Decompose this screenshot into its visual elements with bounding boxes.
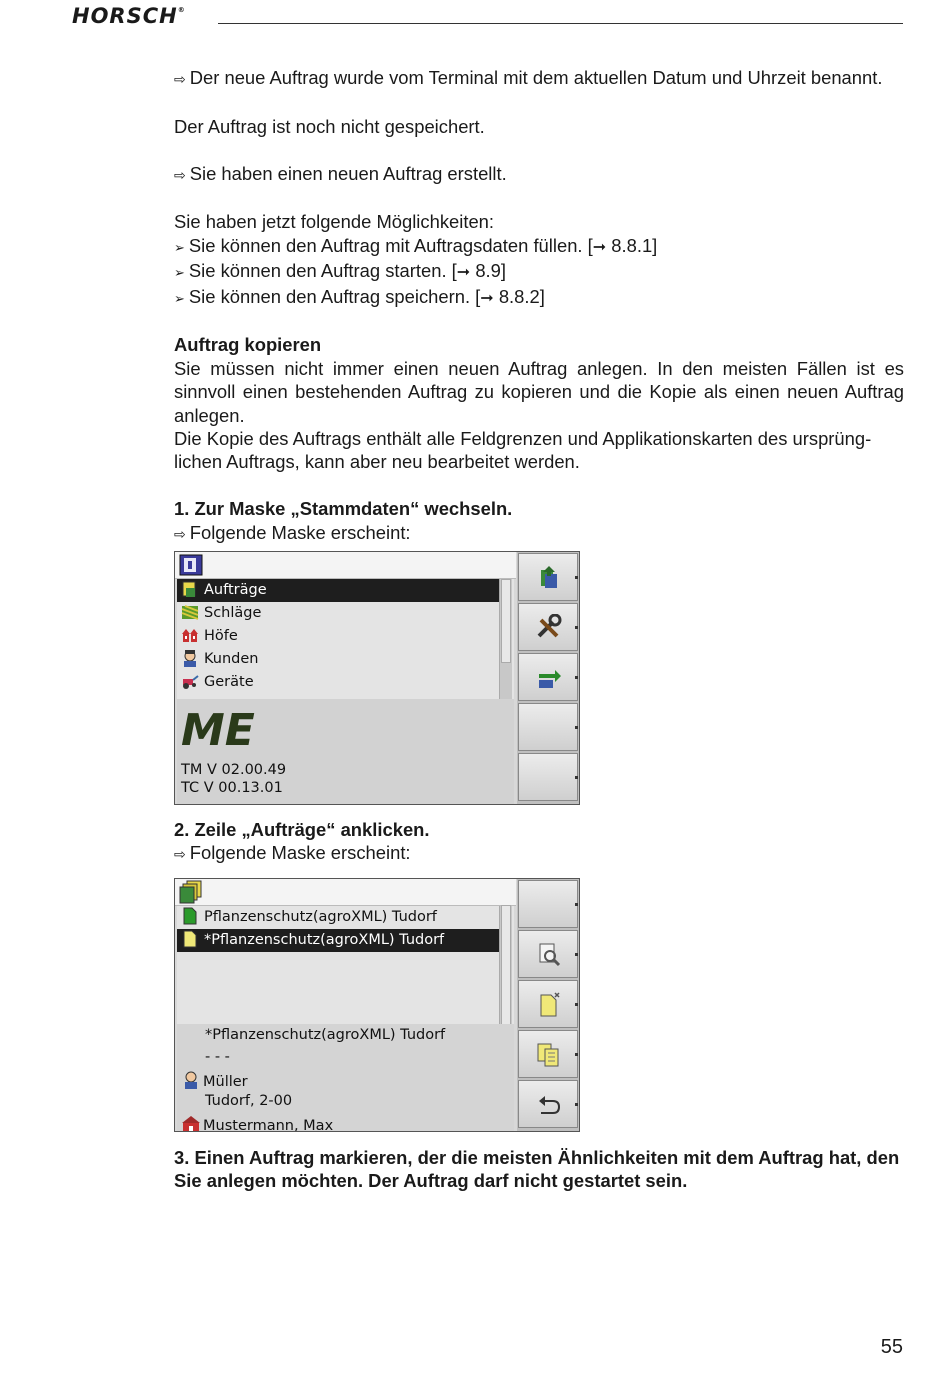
list-item-kunden[interactable]: Kunden	[177, 648, 514, 671]
header-rule	[218, 23, 903, 24]
bullet-icon: ➢	[174, 239, 185, 255]
softkey-exchange[interactable]	[518, 653, 578, 701]
softkey-copy-order[interactable]	[518, 1030, 578, 1078]
softkey-back[interactable]	[518, 1080, 578, 1128]
me-logo	[181, 705, 263, 761]
list-item-geraete[interactable]: Geräte	[177, 671, 514, 694]
person-icon	[181, 1071, 201, 1089]
note-line: Der Auftrag ist noch nicht gespeichert.	[174, 115, 485, 137]
softkey-empty-1[interactable]	[518, 880, 578, 928]
order-detail-panel	[177, 1024, 514, 1131]
exchange-icon	[535, 664, 563, 692]
xref-arrow-icon: ➞	[456, 264, 471, 282]
softkey-settings[interactable]	[518, 603, 578, 651]
result-line: ⇨ Der neue Auftrag wurde vom Terminal mit dem aktuellen Datum und Uhrzeit benannt.	[174, 67, 883, 88]
order-new-icon	[181, 930, 199, 948]
xref-arrow-icon: ➞	[592, 238, 607, 256]
softkey-empty-4[interactable]	[518, 703, 578, 751]
screen-title-bar	[175, 552, 516, 579]
farms-icon	[181, 626, 199, 644]
softkey-import[interactable]	[518, 553, 578, 601]
result-arrow-icon: ⇨	[174, 166, 186, 183]
orders-screen	[174, 878, 580, 1132]
page-content-2	[174, 818, 904, 867]
result-arrow-icon: ⇨	[174, 525, 186, 542]
stammdaten-screen	[174, 551, 580, 805]
bullet-icon: ➢	[174, 290, 185, 306]
softkey-details[interactable]	[518, 930, 578, 978]
detail-farm: Mustermann, Max	[181, 1115, 333, 1132]
devices-icon	[181, 672, 199, 690]
tc-version: TC V 00.13.01	[181, 780, 283, 796]
list-item-order[interactable]: Pflanzenschutz(agroXML) Tudorf	[177, 906, 514, 929]
options-intro: Sie haben jetzt folgende Möglichkeiten:	[174, 211, 495, 233]
body-paragraph: Sie müssen nicht immer einen neuen Auftrag anlegen. In den meisten Fällen ist es sinnvoll einen bestehenden Auftrag zu kopieren und die Kopie als einen neuen Auftrag anlegen.	[174, 357, 904, 426]
softkey-bar	[517, 879, 579, 1131]
result-arrow-icon: ⇨	[174, 71, 186, 87]
detail-order-name: *Pflanzenschutz(agroXML) Tudorf	[205, 1027, 446, 1043]
list-item-hoefe[interactable]: Höfe	[177, 625, 514, 648]
order-started-icon	[181, 907, 199, 925]
page-content-3	[174, 1146, 904, 1193]
detail-person: Müller	[181, 1071, 248, 1090]
screen-title-bar	[175, 879, 516, 906]
back-arrow-icon	[535, 1091, 563, 1119]
master-data-icon	[179, 554, 203, 576]
new-document-icon	[535, 991, 563, 1019]
option-item: ➢ Sie können den Auftrag starten. [➞ 8.9]	[174, 260, 506, 282]
result-line: ⇨ Folgende Maske erscheint:	[174, 521, 411, 543]
body-paragraph: Die Kopie des Auftrags enthält alle Feldgrenzen und Applikationskarten des ursprüng- lichen Auftrags, kann aber neu bearbeitet werden.	[174, 428, 872, 473]
softkey-new-order[interactable]	[518, 980, 578, 1028]
info-panel	[177, 699, 514, 804]
page-content	[174, 66, 904, 546]
import-data-icon	[535, 564, 563, 592]
magnifier-icon	[535, 941, 563, 969]
orders-title-icon	[179, 880, 205, 904]
copy-document-icon	[535, 1041, 563, 1069]
result-line: ⇨ Sie haben einen neuen Auftrag erstellt.	[174, 162, 507, 184]
result-arrow-icon: ⇨	[174, 846, 186, 863]
svg-text:ME: ME	[181, 705, 255, 756]
tm-version: TM V 02.00.49	[181, 762, 287, 778]
tools-icon	[535, 614, 563, 642]
fields-icon	[181, 603, 199, 621]
softkey-bar	[517, 552, 579, 804]
farm-icon	[181, 1115, 201, 1132]
step-2: 2. Zeile „Aufträge“ anklicken.	[174, 819, 430, 840]
step-3: 3. Einen Auftrag markieren, der die meisten Ähnlichkeiten mit dem Auftrag hat, den Sie anlegen möchten. Der Auftrag darf nicht gestartet sein.	[174, 1147, 900, 1192]
xref-arrow-icon: ➞	[480, 289, 494, 307]
orders-icon	[181, 580, 199, 598]
option-item: ➢ Sie können den Auftrag mit Auftragsdaten füllen. [➞ 8.8.1]	[174, 234, 658, 256]
option-item: ➢ Sie können den Auftrag speichern. [➞ 8.8.2]	[174, 285, 545, 307]
section-heading: Auftrag kopieren	[174, 334, 322, 356]
list-item-auftraege[interactable]: Aufträge	[177, 579, 500, 602]
softkey-empty-5[interactable]	[518, 753, 578, 801]
step-1: 1. Zur Maske „Stammdaten“ wechseln.	[174, 498, 513, 520]
brand-logo: HORSCH®	[72, 4, 186, 28]
list-item-schlaege[interactable]: Schläge	[177, 602, 514, 625]
orders-list	[177, 906, 514, 1024]
bullet-icon: ➢	[174, 265, 185, 281]
detail-field: Tudorf, 2-00	[205, 1093, 293, 1109]
list-item-order-new[interactable]: *Pflanzenschutz(agroXML) Tudorf	[177, 929, 500, 952]
customers-icon	[181, 649, 199, 667]
detail-placeholder: - - -	[205, 1049, 230, 1065]
result-line: ⇨ Folgende Maske erscheint:	[174, 842, 411, 864]
list-scrollbar[interactable]	[499, 906, 512, 1024]
page-number: 55	[880, 1336, 903, 1358]
